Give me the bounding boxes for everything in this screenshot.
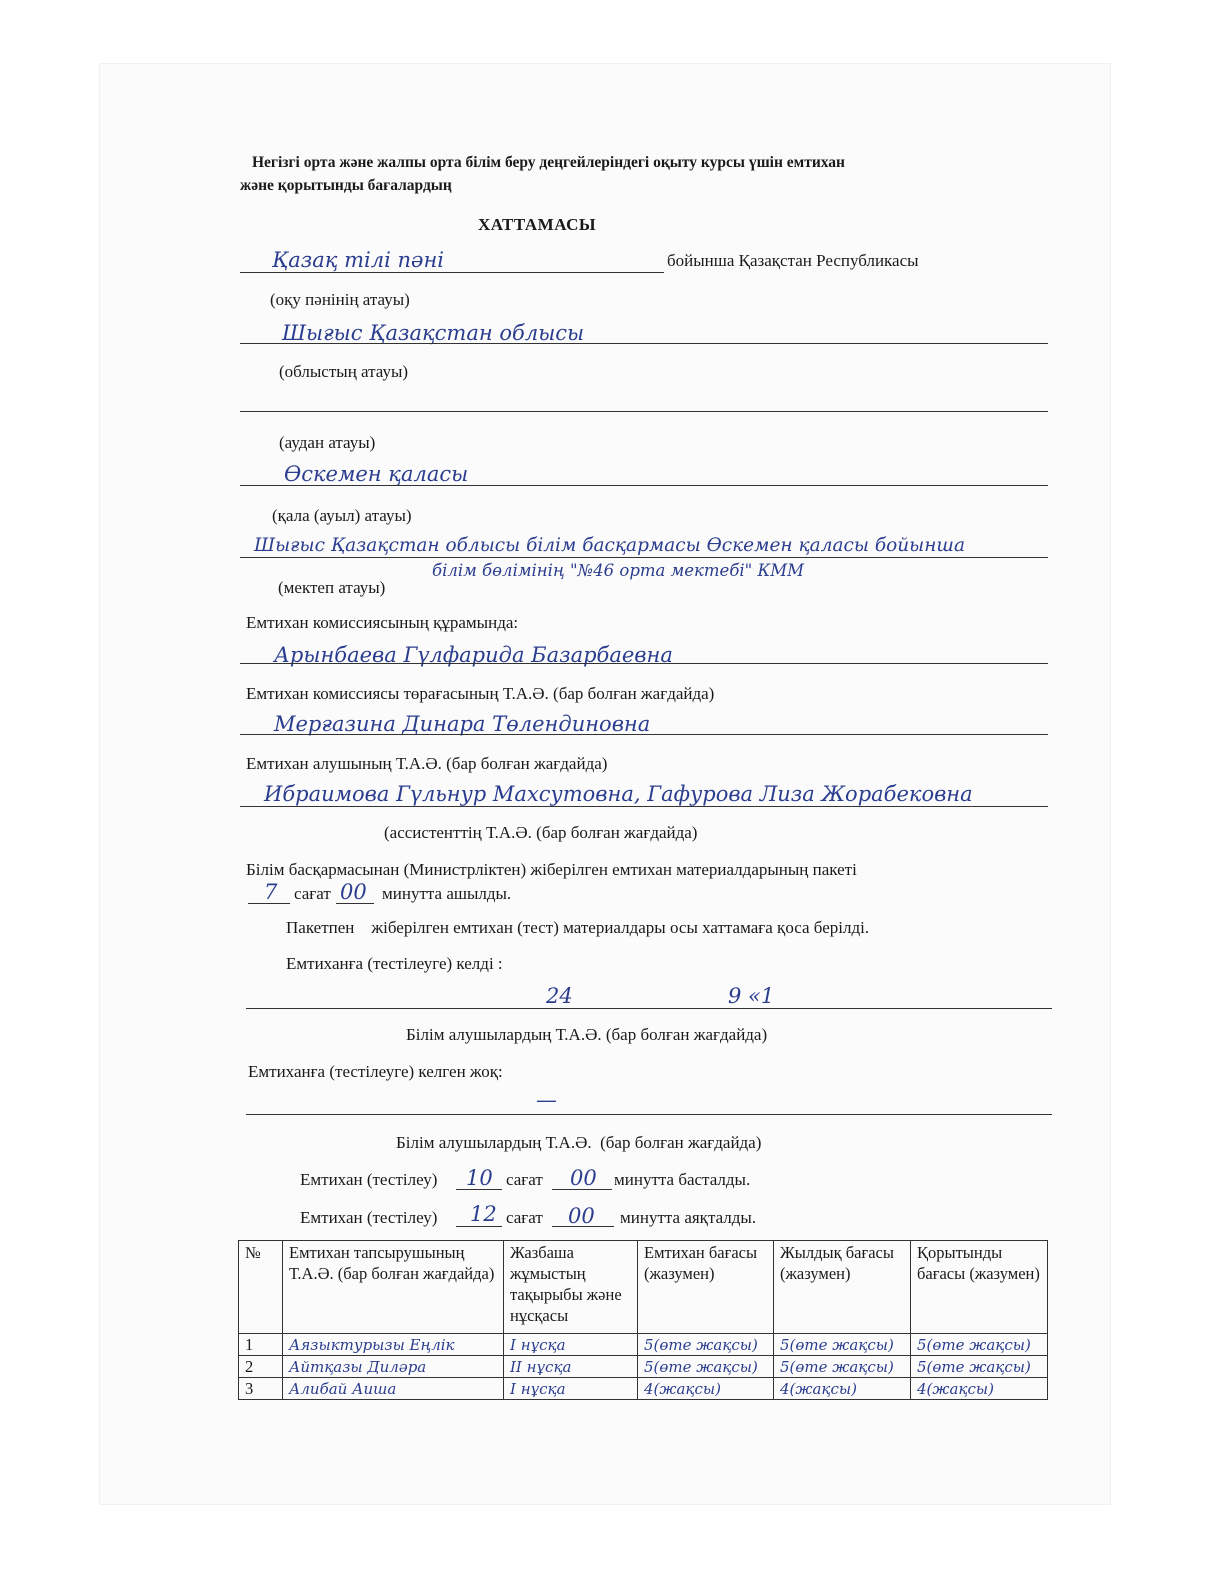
- package-text: Білім басқармасынан (Министрліктен) жіберілген емтихан материалдарының пакеті: [246, 860, 857, 879]
- district-caption: (аудан атауы): [279, 433, 376, 452]
- end-hour: 12: [470, 1202, 497, 1226]
- start-minute: 00: [570, 1166, 597, 1190]
- end-minute-line: [552, 1226, 614, 1227]
- package-hour-word: сағат: [294, 884, 331, 903]
- city-caption: (қала (ауыл) атауы): [272, 506, 412, 525]
- absent-value: —: [536, 1088, 557, 1112]
- package-minute-line: [336, 903, 374, 904]
- exam-grade-cell: [638, 1378, 774, 1400]
- final-grade: 5(өте жақсы): [917, 1336, 1031, 1354]
- topic-variant: I нұсқа: [510, 1380, 566, 1398]
- end-hour-line: [456, 1226, 502, 1227]
- header-final-grade: Қорытынды бағасы (жазумен): [911, 1241, 1048, 1334]
- topic-variant: II нұсқа: [510, 1358, 572, 1376]
- absent-caption: Білім алушылардың Т.А.Ә. (бар болған жағдайда): [396, 1133, 762, 1152]
- exam-grade: 4(жақсы): [644, 1380, 721, 1398]
- commission-line: [240, 663, 1048, 664]
- start-tail: минутта басталды.: [614, 1170, 751, 1189]
- annual-grade: 5(өте жақсы): [780, 1358, 894, 1376]
- school-value-line-2: білім бөлімінің "№46 орта мектебі" КММ: [432, 561, 805, 580]
- region-value: Шығыс Қазақстан облысы: [282, 321, 585, 345]
- commission-value: Арынбаева Гүлфарида Базарбаевна: [274, 643, 673, 667]
- chair-line: [240, 734, 1048, 735]
- topic-cell: [504, 1356, 638, 1378]
- title-line-1: Негізгі орта және жалпы орта білім беру деңгейлеріндегі оқыту курсы үшін емтихан: [252, 154, 845, 171]
- final-grade: 5(өте жақсы): [917, 1358, 1031, 1376]
- package-minute: 00: [340, 880, 367, 904]
- subject-caption: (оқу пәнінің атауы): [270, 290, 410, 309]
- examiner-label: Емтихан алушының Т.А.Ә. (бар болған жағдайда): [246, 754, 608, 773]
- annual-grade-cell: [774, 1334, 911, 1356]
- district-line: [240, 411, 1048, 412]
- exam-grade-cell: [638, 1356, 774, 1378]
- start-hour-word: сағат: [506, 1170, 543, 1189]
- commission-label: Емтихан комиссиясының құрамында:: [246, 613, 519, 632]
- exam-grade: 5(өте жақсы): [644, 1336, 758, 1354]
- table-row: [239, 1356, 1048, 1378]
- header-topic: Жазбаша жұмыстың тақырыбы және нұсқасы: [504, 1241, 638, 1334]
- row-number: 3: [239, 1378, 283, 1400]
- present-line: [246, 1008, 1052, 1009]
- city-line: [240, 485, 1048, 486]
- header-exam-grade: Емтихан бағасы (жазумен): [638, 1241, 774, 1334]
- city-value: Өскемен қаласы: [284, 462, 469, 486]
- assistant-caption: (ассистенттің Т.А.Ә. (бар болған жағдайда): [384, 823, 698, 842]
- examiner-value: Ибраимова Гүльнур Махсутовна, Гафурова Лиза Жорабековна: [264, 782, 973, 806]
- annual-grade: 4(жақсы): [780, 1380, 857, 1398]
- row-number: 2: [239, 1356, 283, 1378]
- topic-cell: [504, 1334, 638, 1356]
- table-row: [239, 1378, 1048, 1400]
- student-name: Алибай Аиша: [289, 1380, 397, 1398]
- absent-label: Емтиханға (тестілеуге) келген жоқ:: [248, 1062, 503, 1081]
- annual-grade: 5(өте жақсы): [780, 1336, 894, 1354]
- region-caption: (облыстың атауы): [279, 362, 409, 381]
- region-line: [240, 343, 1048, 344]
- row-number: 1: [239, 1334, 283, 1356]
- student-name-cell: [283, 1378, 504, 1400]
- results-table: [238, 1240, 1048, 1400]
- package-hour-line: [248, 903, 290, 904]
- examiner-line: [240, 806, 1048, 807]
- school-value-line-1: Шығыс Қазақстан облысы білім басқармасы Өскемен қаласы бойынша: [254, 535, 965, 556]
- student-name-cell: [283, 1334, 504, 1356]
- present-class: 9 «1: [728, 984, 775, 1008]
- chair-label: Емтихан комиссиясы төрағасының Т.А.Ә. (бар болған жағдайда): [246, 684, 715, 703]
- start-minute-line: [552, 1189, 612, 1190]
- header-annual-grade: Жылдық бағасы (жазумен): [774, 1241, 911, 1334]
- student-name-cell: [283, 1356, 504, 1378]
- end-tail: минутта аяқталды.: [620, 1208, 757, 1227]
- header-student-name: Емтихан тапсырушының Т.А.Ә. (бар болған жағдайда): [283, 1241, 504, 1334]
- annual-grade-cell: [774, 1378, 911, 1400]
- end-minute: 00: [568, 1204, 595, 1228]
- subject-suffix: бойынша Қазақстан Республикасы: [667, 251, 919, 270]
- header-number: №: [239, 1241, 283, 1334]
- exam-grade-cell: [638, 1334, 774, 1356]
- present-caption: Білім алушылардың Т.А.Ә. (бар болған жағдайда): [406, 1025, 768, 1044]
- end-prefix: Емтихан (тестілеу): [300, 1208, 438, 1227]
- start-hour: 10: [466, 1166, 493, 1190]
- final-grade-cell: [911, 1378, 1048, 1400]
- school-caption: (мектеп атауы): [278, 578, 386, 597]
- package-tail: минутта ашылды.: [382, 884, 512, 903]
- subject-value: Қазақ тілі пәні: [272, 248, 445, 272]
- absent-line: [246, 1114, 1052, 1115]
- start-prefix: Емтихан (тестілеу): [300, 1170, 438, 1189]
- student-name: Аязыктурызы Еңлік: [289, 1336, 455, 1354]
- present-count: 24: [546, 984, 573, 1008]
- school-line: [240, 557, 1048, 558]
- title-line-2: және қорытынды бағалардың: [240, 177, 452, 194]
- present-label: Емтиханға (тестілеуге) келді :: [286, 954, 503, 973]
- package-hour: 7: [264, 880, 278, 904]
- final-grade: 4(жақсы): [917, 1380, 994, 1398]
- exam-grade: 5(өте жақсы): [644, 1358, 758, 1376]
- chair-value: Мерғазина Динара Төлендиновна: [274, 712, 651, 736]
- annual-grade-cell: [774, 1356, 911, 1378]
- attached-text: Пакетпен жіберілген емтихан (тест) материалдары осы хаттамаға қоса берілді.: [286, 918, 870, 937]
- start-hour-line: [456, 1189, 502, 1190]
- final-grade-cell: [911, 1334, 1048, 1356]
- topic-cell: [504, 1378, 638, 1400]
- document-heading: ХАТТАМАСЫ: [478, 215, 597, 234]
- topic-variant: I нұсқа: [510, 1336, 566, 1354]
- final-grade-cell: [911, 1356, 1048, 1378]
- end-hour-word: сағат: [506, 1208, 543, 1227]
- table-header-row: [239, 1241, 1048, 1334]
- subject-line: [240, 272, 664, 273]
- table-row: [239, 1334, 1048, 1356]
- student-name: Айтқазы Диләра: [289, 1358, 427, 1376]
